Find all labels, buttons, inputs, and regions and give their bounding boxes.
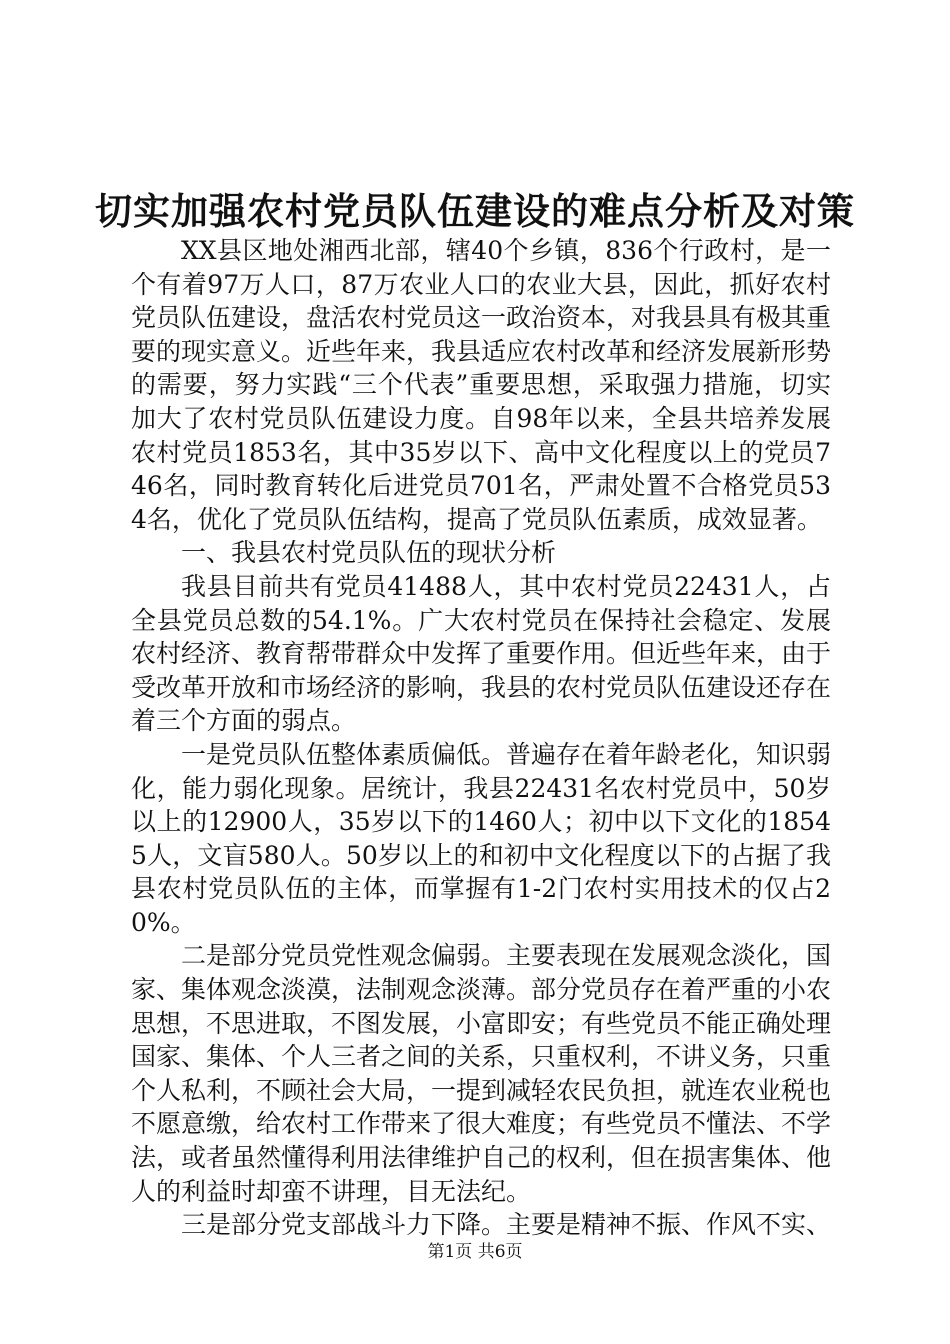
page-footer: 第1页 共6页 [427,1242,523,1262]
paragraph-point-2: 二是部分党员党性观念偏弱。主要表现在发展观念淡化，国家、集体观念淡漠，法制观念淡薄。部分党员存在着严重的小农思想，不思进取，不图发展，小富即安；有些党员不能正确处理国家、集体、个人三者之间的关系，只重权利，不讲义务，只重个人私利，不顾社会大局，一提到减轻农民负担，就连农业税也不愿意缴，给农村工作带来了很大难度；有些党员不懂法、不学法，或者虽然懂得利用法律维护自己的权利，但在损害集体、他人的利益时却蛮不讲理，目无法纪。 [131,941,832,1206]
paragraph-point-1: 一是党员队伍整体素质偏低。普遍存在着年龄老化，知识弱化，能力弱化现象。居统计，我县22431名农村党员中，50岁以上的12900人，35岁以下的1460人；初中以下文化的18545人，文盲580人。50岁以上的和初中文化程度以下的占据了我县农村党员队伍的主体，而掌握有1-2门农村实用技术的仅占20%。 [131,739,832,937]
document-title: 切实加强农村党员队伍建设的难点分析及对策 [95,189,855,233]
paragraph-point-3: 三是部分党支部战斗力下降。主要是精神不振、作风不实、 [181,1210,832,1240]
paragraph-intro: XX县区地处湘西北部，辖40个乡镇，836个行政村，是一个有着97万人口，87万农业人口的农业大县，因此，抓好农村党员队伍建设，盘活农村党员这一政治资本，对我县具有极其重要的现实意义。近些年来，我县适应农村改革和经济发展新形势的需要，努力实践“三个代表”重要思想，采取强力措施，切实加大了农村党员队伍建设力度。自98年以来，全县共培养发展农村党员1853名，其中35岁以下、高中文化程度以上的党员746名，同时教育转化后进党员701名，严肃处置不合格党员534名，优化了党员队伍结构，提高了党员队伍素质，成效显著。 [131,236,832,534]
paragraph-status: 我县目前共有党员41488人，其中农村党员22431人，占全县党员总数的54.1%。广大农村党员在保持社会稳定、发展农村经济、教育帮带群众中发挥了重要作用。但近些年来，由于受改革开放和市场经济的影响，我县的农村党员队伍建设还存在着三个方面的弱点。 [131,571,832,736]
section-heading-1: 一、我县农村党员队伍的现状分析 [181,538,557,568]
document-body [131,234,831,1242]
